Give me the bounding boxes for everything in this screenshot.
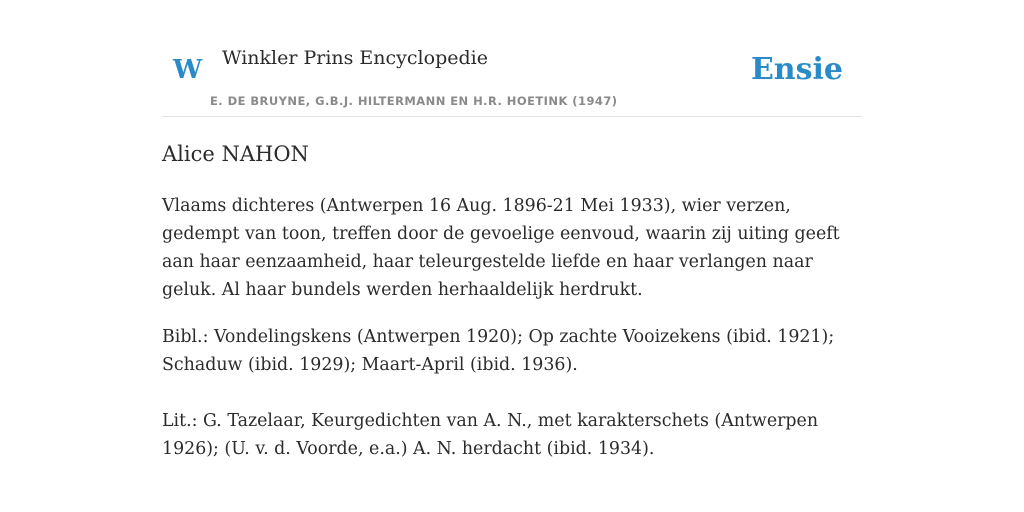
encyclopedia-title-link[interactable]: Winkler Prins Encyclopedie <box>222 47 488 69</box>
article <box>162 138 862 463</box>
article-title: Alice NAHON <box>162 142 309 166</box>
literature: Lit.: G. Tazelaar, Keurgedichten van A. N., met karakterschets (Antwerpen 1926); (U. v. d. Voorde, e.a.) A. N. herdacht (ibid. 1934). <box>162 411 819 459</box>
ensie-logo[interactable]: Ensie <box>750 52 843 87</box>
site-header <box>162 0 862 117</box>
wp-logo[interactable]: W <box>173 55 203 85</box>
bibliography: Bibl.: Vondelingskens (Antwerpen 1920); Op zachte Vooizekens (ibid. 1921); Schaduw (ibid. 1929); Maart-April (ibid. 1936). <box>162 327 835 375</box>
article-body: Vlaams dichteres (Antwerpen 16 Aug. 1896-21 Mei 1933), wier verzen, gedempt van toon, treffen door de gevoelige eenvoud, waarin zij uiting geeft aan haar eenzaamheid, haar teleurgestelde liefde en haar verlangen naar geluk. Al haar bundels werden herhaaldelijk herdrukt. <box>162 196 840 300</box>
editors-subtitle: E. DE BRUYNE, G.B.J. HILTERMANN EN H.R. HOETINK (1947) <box>210 94 618 108</box>
